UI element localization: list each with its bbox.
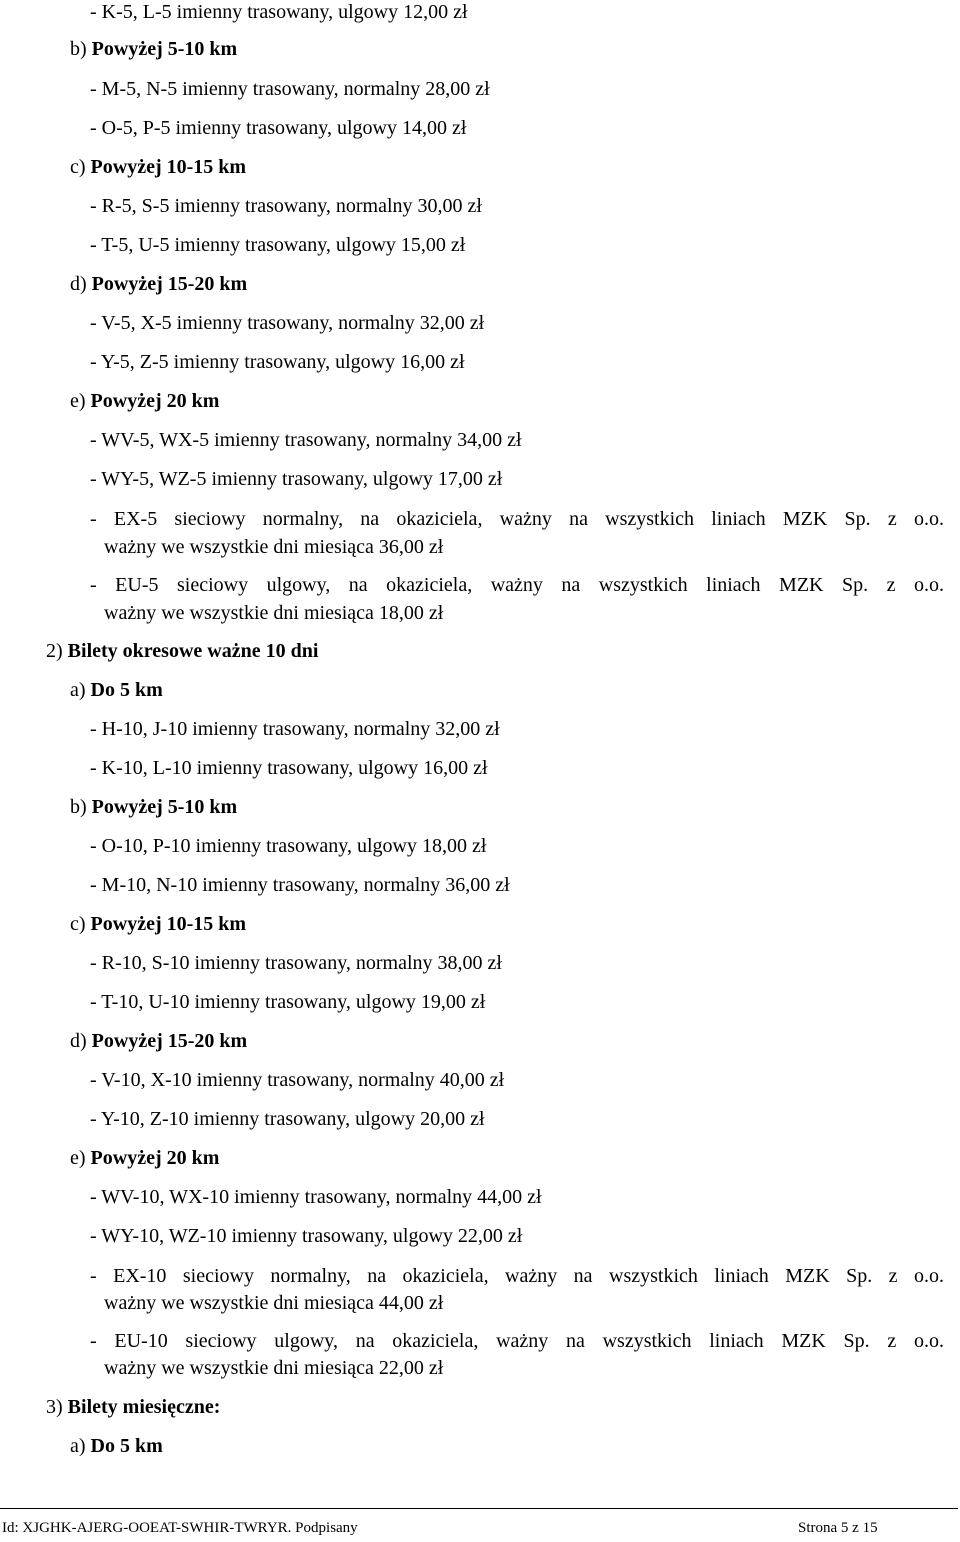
ticket-item-continuation: ważny we wszystkie dni miesiąca 22,00 zł (104, 1357, 444, 1379)
footer-page-number: Strona 5 z 15 (798, 1520, 878, 1536)
subsection-title: Powyżej 20 km (90, 1147, 220, 1169)
subsection-heading (70, 1434, 163, 1458)
subsection-label: d) (70, 273, 87, 295)
subsection-heading (70, 1029, 247, 1053)
subsection-heading (70, 678, 163, 702)
footer-divider (0, 1508, 958, 1509)
subsection-title: Do 5 km (90, 679, 163, 701)
ticket-item: - WV-10, WX-10 imienny trasowany, normalny 44,00 zł (90, 1186, 542, 1208)
subsection-title: Powyżej 15-20 km (91, 1030, 248, 1052)
ticket-item: - K-5, L-5 imienny trasowany, ulgowy 12,00 zł (90, 1, 468, 23)
ticket-item: - WY-5, WZ-5 imienny trasowany, ulgowy 17,00 zł (90, 468, 503, 490)
subsection-label: e) (70, 1147, 86, 1169)
ticket-item: - T-5, U-5 imienny trasowany, ulgowy 15,00 zł (90, 234, 466, 256)
subsection-label: b) (70, 796, 87, 818)
section-heading (46, 639, 318, 663)
ticket-item-continuation: ważny we wszystkie dni miesiąca 36,00 zł (104, 536, 444, 558)
footer-document-id: Id: XJGHK-AJERG-OOEAT-SWHIR-TWRYR. Podpisany (2, 1520, 358, 1536)
subsection-title: Powyżej 15-20 km (91, 273, 248, 295)
subsection-heading (70, 912, 246, 936)
ticket-item: - R-5, S-5 imienny trasowany, normalny 30,00 zł (90, 195, 482, 217)
ticket-item: - EU-5 sieciowy ulgowy, na okaziciela, ważny na wszystkich liniach MZK Sp. z o.o. (90, 574, 944, 596)
subsection-title: Powyżej 10-15 km (90, 913, 247, 935)
section-title: Bilety okresowe ważne 10 dni (67, 640, 319, 662)
ticket-item: - EX-5 sieciowy normalny, na okaziciela, ważny na wszystkich liniach MZK Sp. z o.o. (90, 508, 944, 530)
ticket-item: - EX-10 sieciowy normalny, na okaziciela, ważny na wszystkich liniach MZK Sp. z o.o. (90, 1265, 944, 1287)
subsection-heading (70, 155, 246, 179)
subsection-label: a) (70, 679, 86, 701)
subsection-heading (70, 272, 247, 296)
ticket-item: - R-10, S-10 imienny trasowany, normalny 38,00 zł (90, 952, 502, 974)
section-title: Bilety miesięczne: (67, 1396, 221, 1418)
subsection-label: a) (70, 1435, 86, 1457)
ticket-item: - WV-5, WX-5 imienny trasowany, normalny 34,00 zł (90, 429, 522, 451)
section-heading (46, 1395, 220, 1419)
subsection-heading (70, 389, 219, 413)
subsection-title: Powyżej 20 km (90, 390, 220, 412)
ticket-item-continuation: ważny we wszystkie dni miesiąca 18,00 zł (104, 602, 444, 624)
subsection-title: Powyżej 10-15 km (90, 156, 247, 178)
ticket-item-continuation: ważny we wszystkie dni miesiąca 44,00 zł (104, 1292, 444, 1314)
ticket-item: - H-10, J-10 imienny trasowany, normalny 32,00 zł (90, 718, 500, 740)
ticket-item: - O-5, P-5 imienny trasowany, ulgowy 14,00 zł (90, 117, 467, 139)
ticket-item: - EU-10 sieciowy ulgowy, na okaziciela, ważny na wszystkich liniach MZK Sp. z o.o. (90, 1330, 944, 1352)
subsection-title: Do 5 km (90, 1435, 163, 1457)
subsection-heading (70, 795, 237, 819)
ticket-item: - M-10, N-10 imienny trasowany, normalny 36,00 zł (90, 874, 510, 896)
subsection-title: Powyżej 5-10 km (91, 38, 238, 60)
subsection-label: e) (70, 390, 86, 412)
subsection-label: b) (70, 38, 87, 60)
ticket-item: - V-10, X-10 imienny trasowany, normalny 40,00 zł (90, 1069, 505, 1091)
ticket-item: - O-10, P-10 imienny trasowany, ulgowy 18,00 zł (90, 835, 487, 857)
subsection-heading (70, 37, 237, 61)
subsection-label: c) (70, 913, 86, 935)
ticket-item: - Y-5, Z-5 imienny trasowany, ulgowy 16,00 zł (90, 351, 465, 373)
ticket-item: - WY-10, WZ-10 imienny trasowany, ulgowy 22,00 zł (90, 1225, 523, 1247)
subsection-heading (70, 1146, 219, 1170)
section-label: 2) (46, 640, 63, 662)
ticket-item: - T-10, U-10 imienny trasowany, ulgowy 19,00 zł (90, 991, 486, 1013)
ticket-item: - V-5, X-5 imienny trasowany, normalny 32,00 zł (90, 312, 485, 334)
ticket-item: - K-10, L-10 imienny trasowany, ulgowy 16,00 zł (90, 757, 488, 779)
subsection-label: c) (70, 156, 86, 178)
subsection-label: d) (70, 1030, 87, 1052)
subsection-title: Powyżej 5-10 km (91, 796, 238, 818)
section-label: 3) (46, 1396, 63, 1418)
ticket-item: - M-5, N-5 imienny trasowany, normalny 28,00 zł (90, 78, 490, 100)
ticket-item: - Y-10, Z-10 imienny trasowany, ulgowy 20,00 zł (90, 1108, 485, 1130)
